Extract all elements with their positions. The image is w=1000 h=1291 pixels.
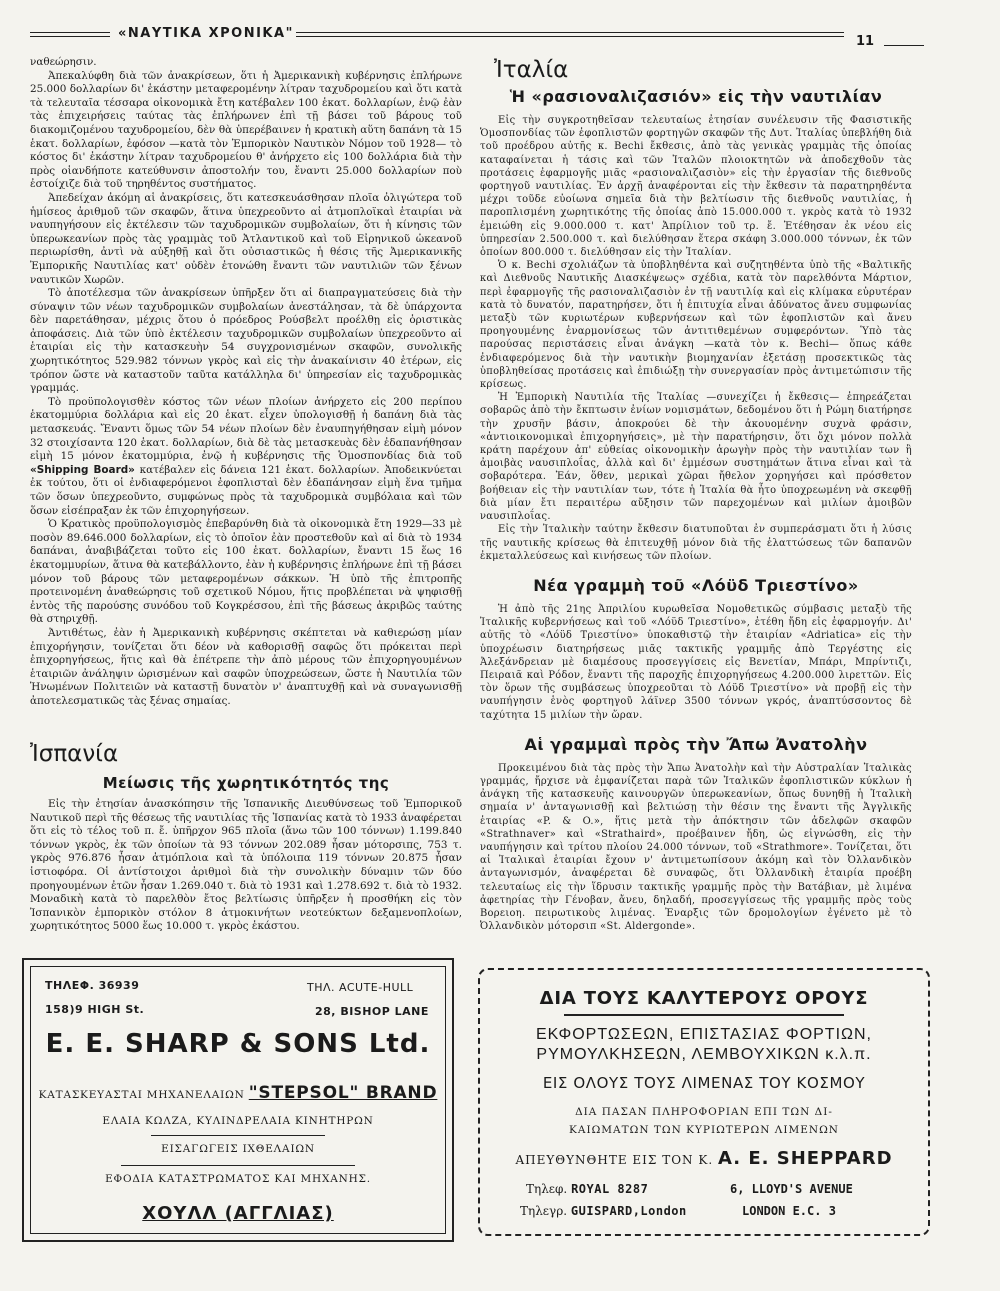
- ad-phone: ΤΗΛΕΦ. 36939: [45, 979, 140, 992]
- ad-sharp-and-sons: [22, 958, 454, 1242]
- ad-info-1: ΔΙΑ ΠΑΣΑΝ ΠΛΗΡΟΦΟΡΙΑΝ ΕΠΙ ΤΩΝ ΔΙ-: [575, 1106, 833, 1118]
- paragraph: Εἰς τὴν Ἰταλικὴν ταύτην ἔκθεσιν διατυποῦται ἐν συμπεράσματι ὅτι ἡ λύσις τῆς ναυτικῆς κρίσεως θὰ ἐπιτευχθῇ μόνον διὰ τῆς ἐλαττώσεως τῶν δαπανῶν ἐκμεταλλεύσεως καὶ κινήσεως τῶν πλοίων.: [480, 524, 912, 562]
- ad-line-4: ΕΦΟΔΙΑ ΚΑΤΑΣΤΡΩΜΑΤΟΣ ΚΑΙ ΜΗΧΑΝΗΣ.: [105, 1173, 371, 1185]
- ad-line-1: [31, 1083, 445, 1103]
- header-rule-right-2: [296, 36, 844, 37]
- ad-inner-border: [30, 966, 446, 1234]
- ad-services-1: ΕΚΦΟΡΤΩΣΕΩΝ, ΕΠΙΣΤΑΣΙΑΣ ΦΟΡΤΙΩΝ,: [536, 1026, 872, 1043]
- ad-telegraph: [520, 1204, 687, 1218]
- page-number: 11: [856, 34, 875, 49]
- ad-services-2: ΡΥΜΟΥΛΚΗΣΕΩΝ, ΛΕΜΒΟΥΧΙΚΩΝ κ.λ.π.: [536, 1046, 872, 1063]
- right-column: [480, 56, 912, 958]
- ad-contact: [480, 1148, 928, 1169]
- section-title-italy: Ἰταλία: [494, 57, 569, 83]
- paragraph: Εἰς τὴν ἐτησίαν ἀνασκόπησιν τῆς Ἰσπανικῆς Διευθύνσεως τοῦ Ἐμπορικοῦ Ναυτικοῦ περὶ τῆς θέσεως τῆς ναυτιλίας τῆς Ἰσπανίας κατὰ τὸ 1933 ἀναφέρεται ὅτι εἰς τὸ τέλος τοῦ π. ἔ. ὑπῆρχον 965 πλοῖα (ἄνω τῶν 100 τόννων) 1.199.840 τόννων γκρὸς, ἐκ τῶν ὁποίων τὰ 93 τόννων 202.089 ἦσαν μότορσιπς, 753 τ. γκρὸς 976.876 ἦσαν ἀτμόπλοια καὶ τὰ ὑπόλοιπα 119 τόννων 20.875 ἦσαν ἱστιοφόρα. Οἱ ἀντίστοιχοι ἀριθμοὶ διὰ τὴν συνολικὴν δύναμιν τῶν δύο προηγουμένων ἐτῶν ἦσαν 1.269.040 τ. διὰ τὸ 1931 καὶ 1.278.692 τ. διὰ τὸ 1932. Μοναδικὴ κατὰ τὸ παρελθὸν ἔτος βελτίωσις ὑπῆρξεν ἡ προσθήκη εἰς τὸν Ἰσπανικὸν ἐμπορικὸν στόλον 8 ἀτμοκινήτων νεοτεύκτων δεξαμενοπλοίων, χωρητικότητος 5000 ἕως 10.000 τ. γκρὸς ἑκάστου.: [30, 798, 462, 933]
- ad-address-1: 6, LLOYD'S AVENUE: [730, 1182, 853, 1196]
- publication-title: «ΝΑΥΤΙΚΑ ΧΡΟΝΙΚΑ": [118, 26, 294, 41]
- paragraph: Ὁ κ. Bechi σχολιάζων τὰ ὑποβληθέντα καὶ συζητηθέντα ὑπὸ τῆς «Βαλτικῆς καὶ Διεθνοῦς Ναυτικῆς Διασκέψεως» σχέδια, κατὰ τὸν παρελθόντα Μάρτιον, περὶ ἐφαρμογῆς τῆς ρασιοναλιζασιὸν ἐν τῇ ναυτιλίᾳ καὶ εἰς κλίμακα εὐρυτέραν κατὰ τὸ δυνατόν, παρατηρήσεν, ὅτι ἡ ἐπιτυχία εἶναι ἀδύνατος ἄνευ συμφωνίας μεταξὺ τῶν κυριωτέρων κυβερνήσεων καὶ τῶν ἐφοπλιστῶν καὶ ἄνευ προηγουμένης ἐναρμονίσεως τῶν ἀντιτιθεμένων συμφερόντων. Ὑπὸ τὰς παρούσας περιστάσεις εἶναι ἀνάγκη —κατὰ τὸν κ. Bechi— ὅπως κάθε ἐνδιαφερόμενος διὰ τὴν ναυτικὴν βιομηχανίαν ἐξετάσῃ προσεκτικῶς τὰς ὑποβληθείσας προτάσεις καὶ ἐπιδιώξῃ τὴν συνεργασίαν πρὸς ἀντιμετώπισιν τῆς κρίσεως.: [480, 260, 912, 391]
- ad-info-2: ΚΑΙΩΜΑΤΩΝ ΤΩΝ ΚΥΡΙΩΤΕΡΩΝ ΛΙΜΕΝΩΝ: [569, 1124, 839, 1136]
- left-column: [30, 56, 462, 746]
- paragraph-text: κατέβαλεν εἰς δάνεια 121 ἑκατ. δολλαρίων. Ἀποδεικνύεται ἐκ τούτου, ὅτι οἱ ἐνδιαφερόμενοι ἐφοπλισταὶ δὲν ἐδαπάνησαν εἰμὴ ἕνα τμῆμα τῶν ὅσων ὑπεχρεοῦντο, συμφώνως πρὸς τὰ ταχυδρομικὰ συμβόλαια καὶ τῶν ὅσων εἰσέπραξαν ἐκ τῶν ἐπιχορηγήσεων.: [30, 463, 462, 517]
- ad-headline-underline: [564, 1014, 844, 1016]
- ad-sheppard: [478, 968, 930, 1236]
- paragraph: Ἀντιθέτως, ἐὰν ἡ Ἀμερικανικὴ κυβέρνησις σκέπτεται νὰ καθιερώσῃ μίαν ἐπιχορήγησιν, τονίζεται ὅτι δέον νὰ καθορισθῇ σαφῶς ὅτι πρόκειται περὶ ἐπιχορηγήσεως, ἥτις καὶ θὰ ἐπέτρεπε τὴν ἀπὸ μέρους τῶν ἐπιχορηγουμένων ἑταιριῶν ἀνάληψιν ὡρισμένων καὶ σαφῶν ὑποχρεώσεων, ὥστε ἡ Ναυτιλία τῶν Ἡνωμένων Πολιτειῶν νὰ καταστῇ δυνατὸν ν' ἀναπτυχθῇ καὶ νὰ συναγωνισθῇ ἀποτελεσματικῶς τὰς ξένας σημαίας.: [30, 626, 462, 707]
- paragraph: Ἡ Ἐμπορικὴ Ναυτιλία τῆς Ἰταλίας —συνεχίζει ἡ ἔκθεσις— ἐπηρεάζεται σοβαρῶς ἀπὸ τὴν ἔκπτωσιν ἐνίων νομισμάτων, δεδομένου ὅτι ἡ Ρώμη διατήρησε τὴν χρυσῆν βάσιν, ἀποκρούει δὲ τὴν ἀκουομένην συχνὰ φράσιν, «ἀντιοικονομικαὶ ἐπιχορηγήσεις», μὲ τὴν παρατήρησιν, ὅτι ὄχι μόνον πολλὰ κράτη παρέχουν ἀπ' εὐθείας οἰκονομικὴν ἀρωγὴν πρὸς τὴν ναυτιλίαν των ἢ ἀμοιβὰς ναυσιπλοΐας, ἀλλὰ καὶ δι' ἐμμέσων συστημάτων ἅτινα εἶναι καὶ τὰ σοβαρότερα. Ἐάν, ὅθεν, μερικαὶ χῶραι ἤθελον χορηγήσει καὶ πρόσθετον βοήθειαν εἰς τὴν ναυτιλίαν των, τότε ἡ Ἰταλία θὰ ἦτο ὑποχρεωμένη νὰ σκεφθῇ διὰ μίαν ἔτι περαιτέρω αὔξησιν τῶν παρεχομένων καὶ μιλίων ἀμοιβῶν ναυσιπλοΐας.: [480, 392, 912, 523]
- paragraph: ναθεώρησιν.: [30, 56, 97, 68]
- ad-line-2: ΕΛΑΙΑ ΚΩΛΖΑ, ΚΥΛΙΝΔΡΕΛΑΙΑ ΚΙΝΗΤΗΡΩΝ: [102, 1115, 374, 1127]
- header-rule-right: [296, 32, 844, 33]
- section-subtitle-spain: Μείωσις τῆς χωρητικότητός της: [102, 774, 390, 792]
- ad-contact-prefix: ΑΠΕΥΘΥΝΘΗΤΕ ΕΙΣ ΤΟΝ Κ.: [515, 1153, 714, 1167]
- ad-line-1-prefix: ΚΑΤΑΣΚΕΥΑΣΤΑΙ ΜΗΧΑΝΕΛΑΙΩΝ: [38, 1089, 245, 1101]
- section-title-spain: Ἰσπανία: [30, 741, 119, 767]
- section-subtitle-lloyd: Νέα γραμμὴ τοῦ «Λόϋδ Τριεστίνο»: [533, 575, 859, 595]
- ad-city: [31, 1203, 445, 1224]
- paragraph: Ἀπεδείχαν ἀκόμη αἱ ἀνακρίσεις, ὅτι κατεσκευάσθησαν πλοῖα ὀλιγώτερα τοῦ ἡμίσεος ἀριθμοῦ τῶν σκαφῶν, ἅτινα ὑπεχρεοῦντο αἱ ἀτμοπλοϊκαὶ ἑταιρίαι νὰ ναυπηγήσουν εἰς ἐκτέλεσιν τῶν ταχυδρομικῶν συμβολαίων, ὅτι ἡ κίνησις τῶν ὑπερωκεανίων πρὸς τὰς γραμμὰς τοῦ Ἀτλαντικοῦ καὶ τοῦ Εἰρηνικοῦ ὠκεανοῦ περιωρίσθη, ἀντὶ νὰ αὐξηθῇ καὶ ὅτι οὐσιαστικῶς ἡ θέσις τῆς Ἀμερικανικῆς Ἐμπορικῆς Ναυτιλίας κατ' οὐδὲν ἐτονώθη ἔναντι τῶν ναυτιλιῶν τῶν ξένων ναυτικῶν Χωρῶν.: [30, 191, 462, 286]
- paragraph: Προκειμένου διὰ τὰς πρὸς τὴν Ἄπω Ἀνατολὴν καὶ τὴν Αὐστραλίαν Ἰταλικὰς γραμμάς, ἤρχισε νὰ ἐμφανίζεται παρὰ τῶν Ἰταλικῶν ἐφοπλιστικῶν κύκλων ἡ ἀνάγκη τῆς κατασκευῆς καινουργῶν ὑπερωκεανίων, ὅπως δυνηθῇ ἡ Ἰταλικὴ σημαία ν' ἀνταγωνισθῇ καὶ βελτιώσῃ τὴν θέσιν της ἔναντι τῆς Ἀγγλικῆς ἑταιρίας «P. & O.», ἥτις μετὰ τὴν ἀπόκτησιν τῶν ἀδελφῶν σκαφῶν «Strathnaver» καὶ «Strathaird», προέβαινεν ἤδη, ὡς εἰγνώσθη, εἰς τὴν ναυπήγησιν καὶ τρίτου πλοίου 24.000 τόννων, τοῦ «Strathmore». Τονίζεται, ὅτι αἱ Ἰταλικαὶ ἑταιρίαι ἔχουν ν' ἀντιμετωπίσουν ἀκόμη καὶ τὸν Ὀλλανδικὸν ἀνταγωνισμόν, ἀναφέρεται δὲ συναφῶς, ὅτι Ὀλλανδικὴ ἑταιρία προέβη τελευταίως εἰς τὴν ἵδρυσιν τακτικῆς γραμμῆς πρὸς τὴν Βατάβιαν, μὲ λιμένα ἀφετηρίας τὴν Γένοβαν, ἄνευ, δηλαδή, προσεγγίσεως τῆς γραμμῆς πρὸς τοὺς Βορειοη. πειρωτικοὺς λιμένας. Ἐναρξις τῶν δρομολογίων ἐγένετο μὲ τὸ Ὀλλανδικὸν μότορσιπ «St. Aldergonde».: [480, 762, 912, 933]
- ad-address-2: LONDON E.C. 3: [742, 1204, 836, 1218]
- ad-telegraph-label: Τηλεγρ.: [520, 1204, 568, 1218]
- ad-phone: [526, 1182, 648, 1196]
- ad-headline: ΔΙΑ ΤΟΥΣ ΚΑΛΥΤΕΡΟΥΣ ΟΡΟΥΣ: [539, 988, 869, 1009]
- ad-line-3: ΕΙΣΑΓΩΓΕΙΣ ΙΧΘΕΛΑΙΩΝ: [161, 1143, 315, 1155]
- header-rule-left-2: [30, 36, 110, 37]
- spain-section: [30, 740, 462, 950]
- ad-city-text: ΧΟΥΛΛ (ΑΓΓΛΙΑΣ): [142, 1203, 334, 1224]
- section-subtitle-east: Αἱ γραμμαὶ πρὸς τὴν Ἄπω Ἀνατολὴν: [524, 734, 868, 754]
- paragraph: Εἰς τὴν συγκροτηθεῖσαν τελευταίως ἐτησίαν συνέλευσιν τῆς Φασιστικῆς Ὁμοσπονδίας τῶν ἐφοπλιστῶν φορτηγῶν σκαφῶν τῆς Δυτ. Ἰταλίας ὑπεβλήθη διὰ τοῦ προέδρου αὐτῆς κ. Bechi ἔκθεσις, ἀπὸ τὰς γενικὰς γραμμὰς τῆς ὁποίας καταφαίνεται ἡ τάσις καὶ τῶν Ἰταλῶν πλοιοκτητῶν νὰ ἀποδεχθοῦν τὰς προτάσεις ἐφαρμογῆς μιᾶς «ρασιοναλιζασιὸν» εἰς τὴν ἐργασίαν τῆς διεθνοῦς φορτηγοῦ ναυτιλίας. Ἐν ἀρχῇ ἀναφέρονται εἰς τὴν ἔκθεσιν τὰ παρατηρηθέντα μέχρι τοῦδε εὐοίωνα σημεῖα διὰ τὴν βελτίωσιν τῆς διεθνοῦς ναυτιλίας, ἡ παροπλισμένη χωρητικότης τῆς ὁποίας ἀπὸ 15.000.000 τ. γκρὸς κατὰ τὸ 1932 ἐμειώθη εἰς 9.000.000 τ. κατ' Ἀπρίλιον τοῦ τρ. ἔ. Ἐτέθησαν ἐκ νέου εἰς ὑπηρεσίαν 2.500.000 τ. καὶ διελύθησαν ἕτερα σκάφη 3.000.000 τόννων, ἐκ τῶν ὁποίων 800.000 τ. διελύθησαν εἰς τὴν Ἰταλίαν.: [480, 115, 912, 259]
- ad-contact-name: A. E. SHEPPARD: [717, 1148, 893, 1169]
- ad-address-1: 158)9 HIGH St.: [45, 1003, 145, 1016]
- ad-address-2: 28, BISHOP LANE: [315, 1005, 429, 1018]
- ad-phone-value: ROYAL 8287: [571, 1182, 649, 1196]
- header-rule-end: [884, 45, 924, 46]
- ad-rule: [121, 1165, 355, 1166]
- paragraph: Ὁ Κρατικὸς προϋπολογισμὸς ἐπεβαρύνθη διὰ τὰ οἰκονομικὰ ἔτη 1929—33 μὲ ποσὸν 89.646.000 δολλαρίων, εἰς τὸ ὁποῖον ἐὰν προστεθοῦν καὶ αἱ διὰ τὸ 1934 δαπάναι, ἀναβιβάζεται τοῦτο εἰς 100 ἑκατ. δολλαρίων, ἔναντι 15 ἕως 16 ἑκατομμυρίων, ἅτινα θὰ κατεβάλλοντο, ἐὰν ἡ κυβέρνησις ἐπλήρωνε ἐπὶ τῇ βάσει μόνον τοῦ βάρους τῶν μεταφερομένων σάκκων. Ἡ ὑπὸ τῆς ἐπιτροπῆς προτεινομένη ἀναθεώρησις τοῦ σχετικοῦ Νόμου, ἥτις προβλέπεται νὰ ψηφισθῇ ἐντὸς τῆς παρούσης συνόδου τοῦ Κογκρέσσου, ἐπὶ τῆς βάσεως ἀκριβῶς ταύτης θὰ στηριχθῇ.: [30, 518, 462, 626]
- section-subtitle-italy: Ἡ «ρασιοναλιζασιόν» εἰς τὴν ναυτιλίαν: [509, 87, 883, 106]
- ad-telegraph: ΤΗΛ. ACUTE-HULL: [307, 981, 414, 994]
- ad-ports: ΕΙΣ ΟΛΟΥΣ ΤΟΥΣ ΛΙΜΕΝΑΣ ΤΟΥ ΚΟΣΜΟΥ: [542, 1074, 866, 1092]
- header-rule-left: [30, 32, 110, 33]
- paragraph: Ἀπεκαλύφθη διὰ τῶν ἀνακρίσεων, ὅτι ἡ Ἀμερικανικὴ κυβέρνησις ἐπλήρωνε 25.000 δολλαρίων δι' ἑκάστην μεταφερομένην λίτραν ταχυδρομείου καὶ ὅτι κατὰ τὰ τελευταῖα τέσσαρα οἰκονομικὰ ἔτη κατέβαλεν 100 ἑκατ. δολλαρίων, ἐνῷ ἐὰν τὰς ἐπιχειρήσεις ταύτας τὰς ἐπλήρωνεν ἐπὶ τῇ βάσει τοῦ βάρους τοῦ διακομιζομένου ταχυδρομείου, δὲν θὰ ὑπερέβαινεν ἡ κρατικὴ αὕτη δαπάνη τὰ 15 ἑκατ. δολλαρίων, ἐφόσον —κατὰ τὸν Ἐμπορικὸν Ναυτικὸν Νόμον τοῦ 1928— τὸ κόστος δι' ἑκάστην λίτραν ταχυδρομείου θ' ἀνήρχετο εἰς 100 δολλάρια διὰ τὴν πρὸς οἱανδήποτε κατεύθυνσιν ἀποστολήν του, ἔναντι 25.000 δολλαρίων ποὺ ἐστοίχιζε διὰ τοῦ τηρηθέντος συστήματος.: [30, 69, 462, 191]
- ad-rule: [151, 1135, 325, 1136]
- paragraph: Τὸ ἀποτέλεσμα τῶν ἀνακρίσεων ὑπῆρξεν ὅτι αἱ διαπραγματεύσεις διὰ τὴν σύναψιν τῶν νέων ταχυδρομικῶν συμβολαίων ἀνεστάλησαν, τὰ δὲ ὑπάρχοντα δὲν παρετάθησαν, μέχρις ὅτου ὁ πρόεδρος Ρούσβελτ προέλθῃ εἰς ὁριστικὰς ἀποφάσεις. Διὰ τῶν ὑπὸ ἐκτέλεσιν ταχυδρομικῶν συμβολαίων ὑπεχρεοῦντο αἱ ἑταιρίαι εἰς τὴν κατασκευὴν 54 συγχρονισμένων σκαφῶν, συνολικῆς χωρητικότητος 529.982 τόννων γκρὸς καὶ εἰς τὴν ἀνακαίνισιν 40 ἑτέρων, εἰς τρόπον ὥστε νὰ καταστοῦν ταῦτα κατάλληλα δι' ὑπηρεσίαν εἰς ταχυδρομικὰς γραμμάς.: [30, 287, 462, 395]
- ad-company-name: E. E. SHARP & SONS Ltd.: [45, 1029, 431, 1059]
- ad-phone-label: Τηλεφ.: [526, 1182, 568, 1196]
- ad-brand: "STEPSOL" BRAND: [248, 1083, 438, 1103]
- paragraph: Ἡ ἀπὸ τῆς 21ης Ἀπριλίου κυρωθεῖσα Νομοθετικῶς σύμβασις μεταξὺ τῆς Ἰταλικῆς κυβερνήσεως καὶ τοῦ «Λόϋδ Τριεστίνο», ἐτέθη ἤδη εἰς ἐφαρμογήν. Δι' αὐτῆς τὸ «Λόϋδ Τριεστίνο» ὑποκαθιστῷ τὴν ἑταιρίαν «Adriatica» εἰς τὴν ὑποχρέωσιν διατηρήσεως μιᾶς τακτικῆς γραμμῆς ἀπὸ Τεργέστης εἰς Ἀλεξάνδρειαν μὲ διαμέσους προσεγγίσεις εἰς Βενετίαν, Μπάρι, Μπρίντιζι, Πειραιᾶ καὶ Ρόδον, ἔναντι τῆς παροχῆς ἐπιχορηγήσεως 4.200.000 λιρεττῶν. Εἰς τὸν ὅρων τῆς συμβάσεως ὑποχρεοῦται τὸ Λόϋδ Τριεστίνο» νὰ προβῇ εἰς τὴν ναυπήγησιν ἑνὸς φορτηγοῦ λάϊνερ 3500 τόννων γκρός, ἀναπτύσσοντος δὲ ταχύτητα 15 μιλίων τὴν ὥραν.: [480, 603, 912, 721]
- shipping-board-name: «Shipping Board»: [30, 463, 135, 476]
- paragraph: [30, 396, 462, 518]
- paragraph-text: Τὸ προϋπολογισθὲν κόστος τῶν νέων πλοίων ἀνήρχετο εἰς 200 περίπου ἑκατομμύρια δολλάρια καὶ εἰς 20 ἑκατ. εἶχεν ὑπολογισθῇ ἡ δαπάνη διὰ τὰς μετασκευάς. Ἔναντι ὅμως τῶν 54 νέων πλοίων δὲν ἐναυπηγήθησαν εἰμὴ μόνον 32 στοιχίσαντα 120 ἑκατ. δολλαρίων, διὰ δὲ τὰς μετασκευὰς δὲν ἐδαπανήθησαν εἰμὴ 15 μόνον ἑκατομμύρια, ἐνῷ ἡ κυβέρνησις τῆς Ὁμοσπονδίας διὰ τοῦ: [30, 395, 462, 463]
- ad-telegraph-value: GUISPARD,London: [570, 1204, 687, 1218]
